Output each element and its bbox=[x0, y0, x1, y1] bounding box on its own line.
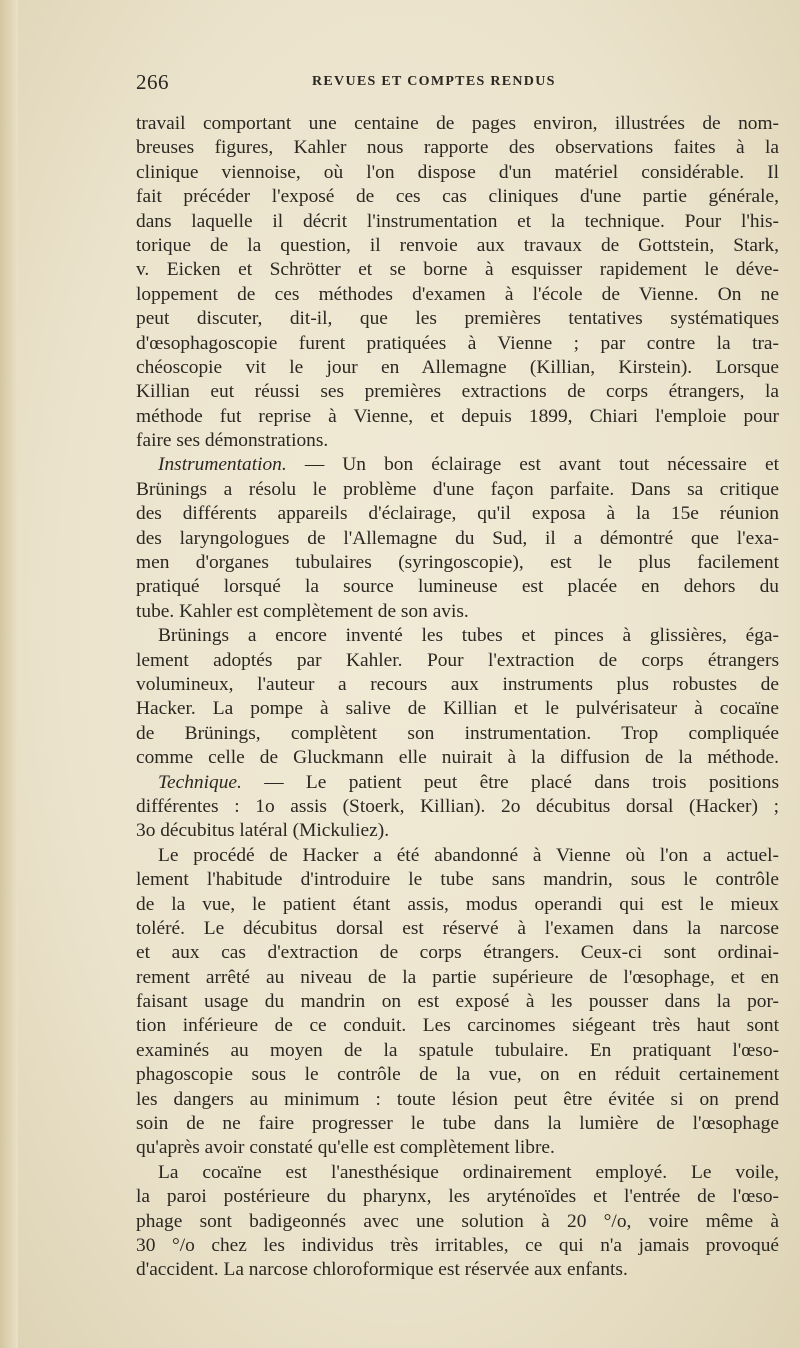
text-line bbox=[136, 551, 779, 575]
text-line bbox=[136, 600, 779, 624]
text-line bbox=[136, 136, 779, 160]
line-text: la paroi postérieure du pharynx, les aryténoïdes et l'entrée de l'œso- bbox=[136, 1186, 779, 1208]
text-line bbox=[136, 405, 779, 429]
page-edge-shadow bbox=[0, 0, 18, 1348]
line-text: de Brünings, complètent son instrumentation. Trop compliquée bbox=[136, 722, 779, 744]
line-text: des différents appareils d'éclairage, qu'il exposa à la 15e réunion bbox=[136, 503, 779, 525]
line-text: soin de ne faire progresser le tube dans la lumière de l'œsophage bbox=[136, 1113, 779, 1135]
text-line bbox=[136, 1234, 779, 1258]
line-text: Hacker. La pompe à salive de Killian et le pulvérisateur à cocaïne bbox=[136, 698, 779, 720]
text-line bbox=[136, 795, 779, 819]
text-line bbox=[136, 893, 779, 917]
text-line bbox=[136, 283, 779, 307]
line-text: clinique viennoise, où l'on dispose d'un matériel considérable. Il bbox=[136, 161, 779, 183]
line-text: les dangers au minimum : toute lésion peut être évitée si on prend bbox=[136, 1088, 779, 1110]
line-text: dans laquelle il décrit l'instrumentation et la technique. Pour l'his- bbox=[136, 210, 779, 232]
text-line bbox=[136, 453, 779, 477]
text-line bbox=[136, 649, 779, 673]
line-text: des laryngologues de l'Allemagne du Sud, il a démontré que l'exa- bbox=[136, 527, 779, 549]
text-line bbox=[136, 1136, 779, 1160]
text-line bbox=[136, 941, 779, 965]
section-heading: Technique. bbox=[158, 771, 242, 793]
text-line bbox=[136, 234, 779, 258]
text-line bbox=[136, 697, 779, 721]
text-line bbox=[136, 1014, 779, 1038]
text-line bbox=[136, 844, 779, 868]
text-line bbox=[136, 1112, 779, 1136]
line-text: 30 °/o chez les individus très irritables, ce qui n'a jamais provoqué bbox=[136, 1234, 779, 1256]
body-text bbox=[136, 112, 779, 1283]
text-line bbox=[136, 1039, 779, 1063]
text-line bbox=[136, 258, 779, 282]
line-text: breuses figures, Kahler nous rapporte des observations faites à la bbox=[136, 137, 779, 159]
text-line bbox=[136, 478, 779, 502]
line-text: phage sont badigeonnés avec une solution à 20 °/o, voire même à bbox=[136, 1210, 779, 1232]
line-text: d'accident. La narcose chloroformique est réservée aux enfants. bbox=[136, 1259, 628, 1281]
line-text: et aux cas d'extraction de corps étrangers. Ceux-ci sont ordinai- bbox=[136, 942, 779, 964]
text-line bbox=[136, 990, 779, 1014]
text-line bbox=[136, 868, 779, 892]
line-text: tion inférieure de ce conduit. Les carcinomes siégeant très haut sont bbox=[136, 1015, 779, 1037]
text-line bbox=[136, 673, 779, 697]
line-text: Le procédé de Hacker a été abandonné à Vienne où l'on a actuel- bbox=[158, 844, 779, 866]
text-line bbox=[136, 966, 779, 990]
text-line bbox=[136, 624, 779, 648]
line-text: chéoscopie vit le jour en Allemagne (Killian, Kirstein). Lorsque bbox=[136, 356, 779, 378]
line-text: lement l'habitude d'introduire le tube sans mandrin, sous le contrôle bbox=[136, 869, 779, 891]
text-line bbox=[136, 185, 779, 209]
line-text: rement arrêté au niveau de la partie supérieure de l'œsophage, et en bbox=[136, 966, 779, 988]
line-text: méthode fut reprise à Vienne, et depuis 1899, Chiari l'emploie pour bbox=[136, 405, 779, 427]
text-line bbox=[136, 575, 779, 599]
text-line bbox=[136, 307, 779, 331]
text-line bbox=[136, 917, 779, 941]
line-text: faisant usage du mandrin on est exposé à les pousser dans la por- bbox=[136, 991, 779, 1013]
line-text: fait précéder l'exposé de ces cas cliniques d'une partie générale, bbox=[136, 186, 779, 208]
text-line bbox=[136, 1063, 779, 1087]
text-line bbox=[136, 429, 779, 453]
line-text: phagoscopie sous le contrôle de la vue, on en réduit certainement bbox=[136, 1064, 779, 1086]
line-text: — Un bon éclairage est avant tout nécessaire et bbox=[286, 454, 779, 476]
line-text: faire ses démonstrations. bbox=[136, 430, 329, 452]
line-text: Brünings a résolu le problème d'une façon parfaite. Dans sa critique bbox=[136, 478, 779, 500]
line-text: différentes : 1o assis (Stoerk, Killian). 2o décubitus dorsal (Hacker) ; bbox=[136, 795, 779, 817]
text-line bbox=[136, 722, 779, 746]
text-line bbox=[136, 1161, 779, 1185]
line-text: volumineux, l'auteur a recours aux instruments plus robustes de bbox=[136, 673, 779, 695]
text-line bbox=[136, 1210, 779, 1234]
text-line bbox=[136, 819, 779, 843]
text-line bbox=[136, 1258, 779, 1282]
text-line bbox=[136, 746, 779, 770]
line-text: qu'après avoir constaté qu'elle est complètement libre. bbox=[136, 1137, 555, 1159]
page-header bbox=[136, 70, 776, 98]
text-line bbox=[136, 161, 779, 185]
line-text: tube. Kahler est complètement de son avis. bbox=[136, 600, 469, 622]
line-text: d'œsophagoscopie furent pratiquées à Vienne ; par contre la tra- bbox=[136, 332, 779, 354]
line-text: de la vue, le patient étant assis, modus operandi qui est le mieux bbox=[136, 893, 779, 915]
text-line bbox=[136, 502, 779, 526]
line-text: La cocaïne est l'anesthésique ordinairement employé. Le voile, bbox=[158, 1161, 779, 1183]
line-text: examinés au moyen de la spatule tubulaire. En pratiquant l'œso- bbox=[136, 1039, 779, 1061]
line-text: — Le patient peut être placé dans trois positions bbox=[241, 771, 779, 793]
running-head: REVUES ET COMPTES RENDUS bbox=[312, 74, 556, 89]
text-line bbox=[136, 380, 779, 404]
text-line bbox=[136, 527, 779, 551]
line-text: Brünings a encore inventé les tubes et pinces à glissières, éga- bbox=[158, 625, 779, 647]
text-line bbox=[136, 1088, 779, 1112]
line-text: pratiqué lorsqué la source lumineuse est placée en dehors du bbox=[136, 576, 779, 598]
line-text: peut discuter, dit-il, que les premières tentatives systématiques bbox=[136, 308, 779, 330]
line-text: v. Eicken et Schrötter et se borne à esquisser rapidement le déve- bbox=[136, 259, 779, 281]
line-text: torique de la question, il renvoie aux travaux de Gottstein, Stark, bbox=[136, 234, 779, 256]
line-text: loppement de ces méthodes d'examen à l'école de Vienne. On ne bbox=[136, 283, 779, 305]
line-text: lement adoptés par Kahler. Pour l'extraction de corps étrangers bbox=[136, 649, 779, 671]
line-text: travail comportant une centaine de pages environ, illustrées de nom- bbox=[136, 113, 779, 134]
line-text: Killian eut réussi ses premières extractions de corps étrangers, la bbox=[136, 381, 779, 403]
line-text: 3o décubitus latéral (Mickuliez). bbox=[136, 820, 390, 842]
text-line bbox=[136, 332, 779, 356]
text-line bbox=[136, 771, 779, 795]
line-text: men d'organes tubulaires (syringoscopie), est le plus facilement bbox=[136, 552, 779, 574]
text-line bbox=[136, 210, 779, 234]
text-line bbox=[136, 1185, 779, 1209]
text-line bbox=[136, 356, 779, 380]
text-line bbox=[136, 112, 779, 136]
line-text: comme celle de Gluckmann elle nuirait à la diffusion de la méthode. bbox=[136, 747, 779, 769]
page-number: 266 bbox=[136, 70, 169, 94]
section-heading: Instrumentation. bbox=[158, 454, 287, 476]
line-text: toléré. Le décubitus dorsal est réservé à l'examen dans la narcose bbox=[136, 917, 779, 939]
